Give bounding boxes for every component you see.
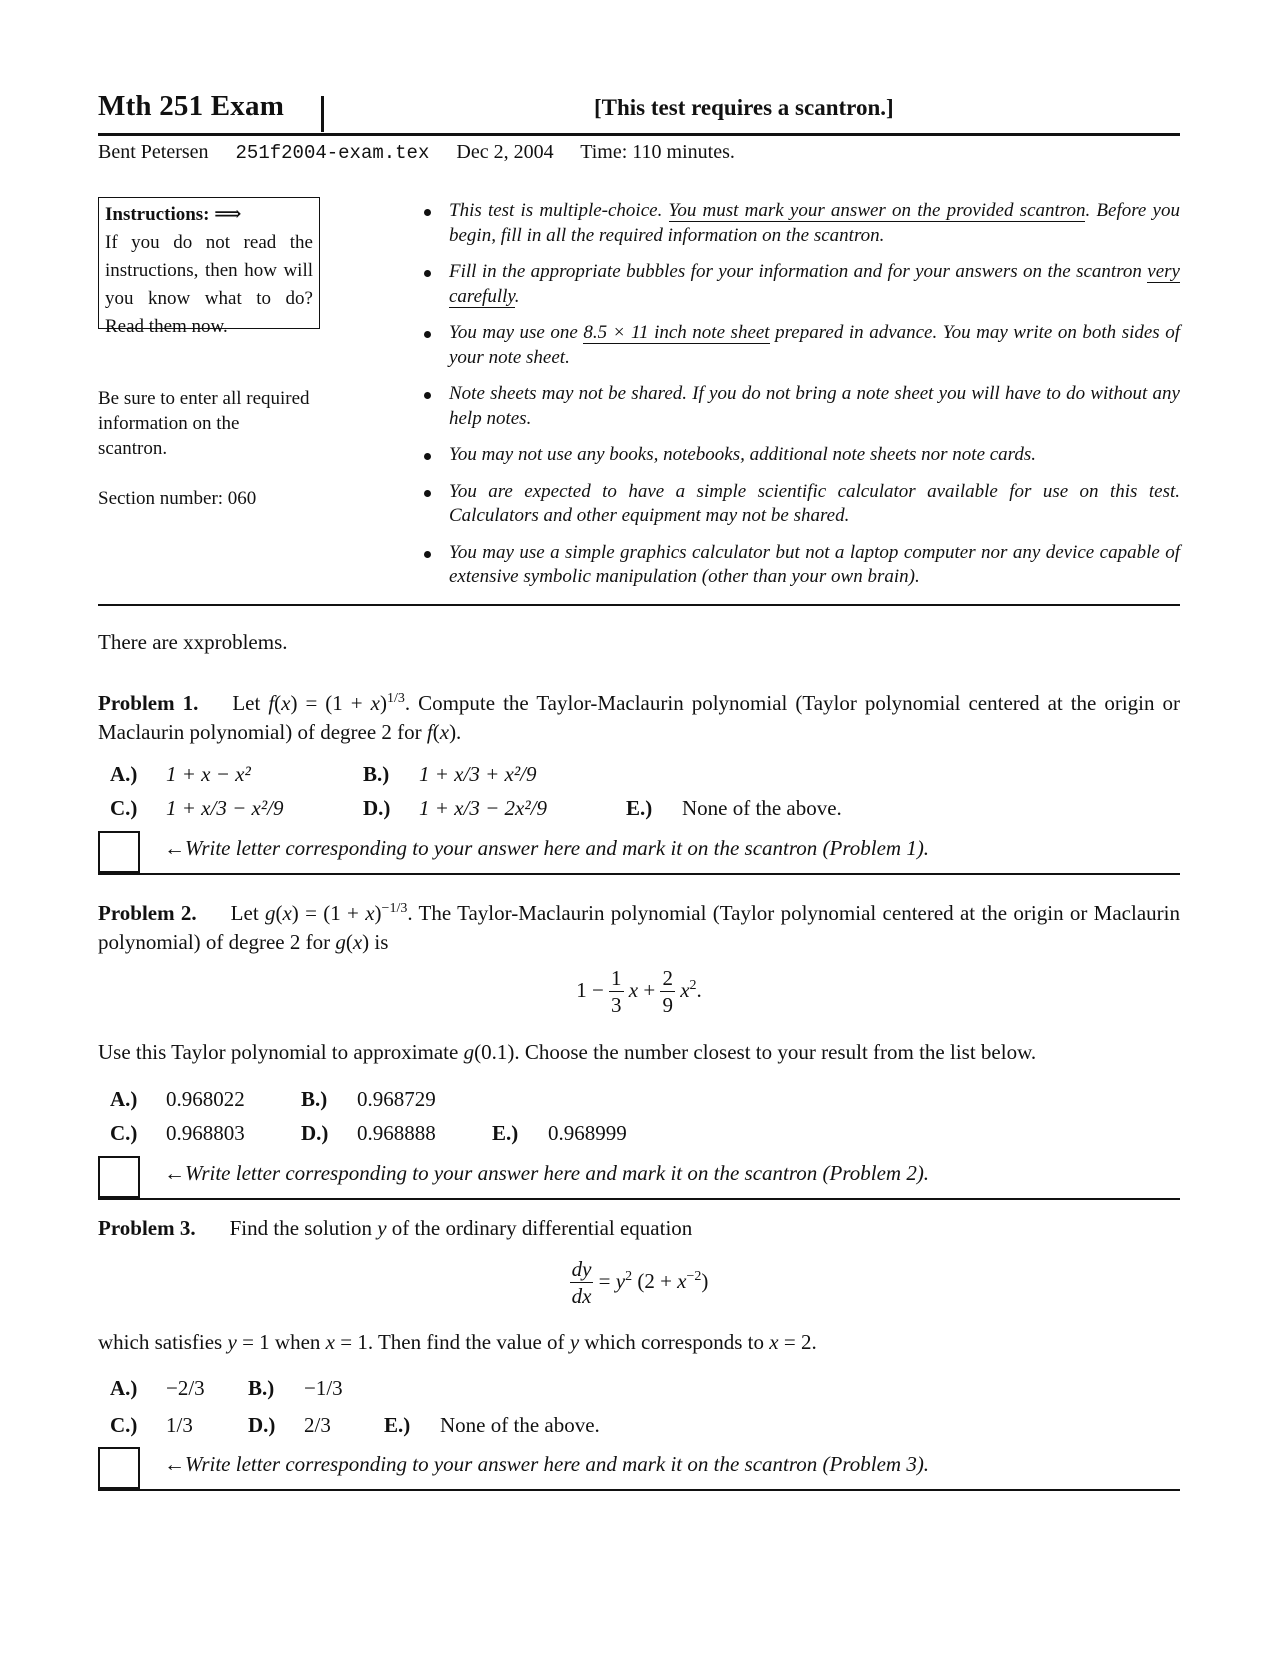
answer-box-2[interactable] [98, 1156, 140, 1198]
answer-box-1[interactable] [98, 831, 140, 873]
answer-prompt-2: ←Write letter corresponding to your answer here and mark it on the scantron (Problem 2). [164, 1161, 930, 1185]
choice-b[interactable]: B.) −1/3 [248, 1376, 343, 1400]
problem-1-statement: Problem 1. Let $f(x) = (1 + x)^{1/3}$. Compute the Taylor-Maclaurin polynomial (Taylor polynomial centered at the origin or Maclaurin polynomial) of degree 2 for f(x). [98, 691, 1180, 744]
exam-title: Mth 251 Exam [98, 90, 285, 122]
problem-2-question: Use this Taylor polynomial to approximate g(0.1). Choose the number closest to your result from the list below. [98, 1040, 1037, 1064]
choice-d[interactable]: D.) 0.968888 [301, 1121, 436, 1145]
choice-d[interactable]: D.) 1 + x/3 − 2x²/9 [363, 796, 547, 820]
exam-page [98, 0, 1180, 1656]
title-divider [321, 96, 324, 132]
scantron-reminder: Be sure to enter all required information on the scantron. [98, 388, 310, 459]
bullet-item: You may use a simple graphics calculator but not a laptop computer nor any device capable of extensive symbolic manipulation (other than your own brain). [424, 541, 1180, 590]
problem-2-formula: 1 − $\frac{1}{3}$ x + $\frac{2}{9}$ $x^2$. [576, 966, 702, 1017]
answer-box-3[interactable] [98, 1447, 140, 1489]
section-number: Section number: 060 [98, 488, 257, 509]
choice-a[interactable]: A.) 0.968022 [110, 1087, 245, 1111]
instructions-box [98, 197, 320, 337]
problem-1-rule [98, 873, 1180, 875]
problem-1-label: Problem 1. [98, 691, 199, 715]
choice-c[interactable]: C.) 0.968803 [110, 1121, 245, 1145]
choice-d[interactable]: D.) 2/3 [248, 1413, 331, 1437]
choice-c[interactable]: C.) 1/3 [110, 1413, 193, 1437]
bullet-item: You may not use any books, notebooks, additional note sheets nor note cards. [424, 443, 1180, 468]
answer-prompt-3: ←Write letter corresponding to your answer here and mark it on the scantron (Problem 3). [164, 1452, 930, 1476]
bullet-item: You may use one 8.5 × 11 inch note sheet prepared in advance. You may write on both sides of your note sheet. [424, 321, 1180, 370]
header-rule [98, 133, 1180, 136]
problem-3-label: Problem 3. [98, 1216, 196, 1240]
time-limit: Time: 110 minutes. [580, 141, 735, 163]
problem-3-equation: $\frac{dy}{dx}$ = $y^2$ $(2 + x^{-2})$ [571, 1257, 709, 1308]
problem-2-statement: Problem 2. Let $g(x) = (1 + x)^{-1/3}$. The Taylor-Maclaurin polynomial (Taylor polynomial centered at the origin or Maclaurin polynomial) of degree 2 for g(x) is [98, 901, 1180, 954]
instruction-bullets [424, 199, 1180, 602]
problem-2-label: Problem 2. [98, 901, 197, 925]
choice-b[interactable]: B.) 0.968729 [301, 1087, 436, 1111]
choice-b[interactable]: B.) 1 + x/3 + x²/9 [363, 762, 537, 786]
choice-e[interactable]: E.) None of the above. [384, 1413, 600, 1437]
problem-count: There are xxproblems. [98, 630, 288, 654]
bullet-item: Fill in the appropriate bubbles for your information and for your answers on the scantron very carefully. [424, 260, 1180, 309]
author: Bent Petersen [98, 141, 209, 163]
choice-c[interactable]: C.) 1 + x/3 − x²/9 [110, 796, 284, 820]
choice-e[interactable]: E.) None of the above. [626, 796, 842, 820]
bullet-item: This test is multiple-choice. You must mark your answer on the provided scantron. Before you begin, fill in all the required information on the scantron. [424, 199, 1180, 248]
bullet-item: You are expected to have a simple scientific calculator available for use on this test. Calculators and other equipment may not be shared. [424, 480, 1180, 529]
problem-2-rule [98, 1198, 1180, 1200]
problem-3-rule [98, 1489, 1180, 1491]
problem-3-statement: Problem 3. Find the solution y of the ordinary differential equation [98, 1216, 693, 1240]
choice-e[interactable]: E.) 0.968999 [492, 1121, 627, 1145]
choice-a[interactable]: A.) −2/3 [110, 1376, 205, 1400]
exam-meta [98, 141, 757, 164]
instructions-body: If you do not read the instructions, then how will you know what to do? Read them now. [105, 232, 313, 337]
bullet-item: Note sheets may not be shared. If you do not bring a note sheet you will have to do without any help notes. [424, 382, 1180, 431]
answer-prompt-1: ←Write letter corresponding to your answer here and mark it on the scantron (Problem 1). [164, 836, 930, 860]
instructions-heading: Instructions: ⟹ [105, 204, 242, 225]
scantron-notice: [This test requires a scantron.] [594, 95, 894, 120]
instructions-rule [98, 604, 1180, 606]
choice-a[interactable]: A.) 1 + x − x² [110, 762, 251, 786]
problem-3-question: which satisfies y = 1 when x = 1. Then find the value of y which corresponds to x = 2. [98, 1330, 817, 1354]
exam-date: Dec 2, 2004 [456, 141, 554, 163]
source-file: 251f2004-exam.tex [235, 142, 430, 164]
